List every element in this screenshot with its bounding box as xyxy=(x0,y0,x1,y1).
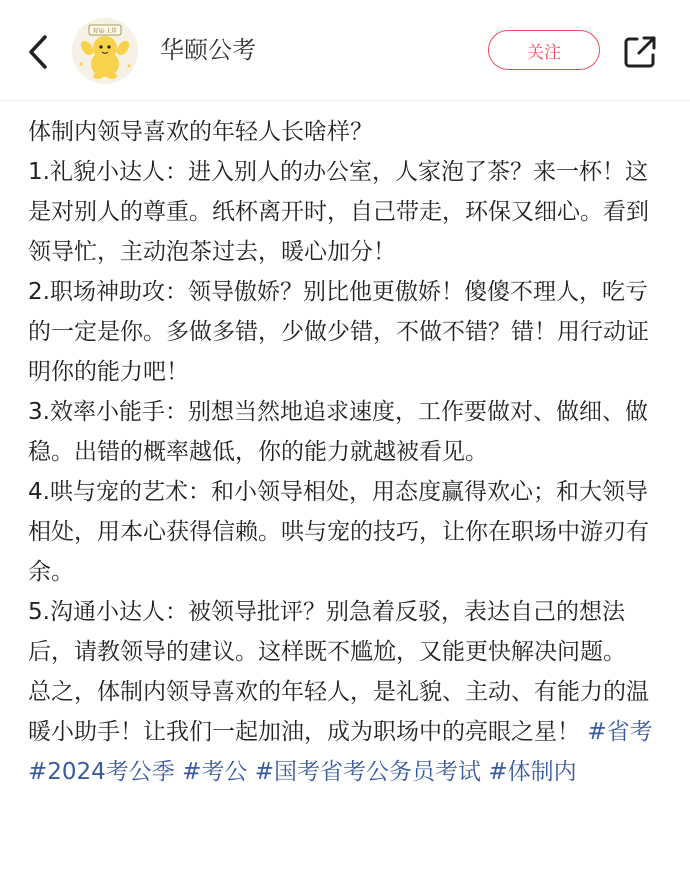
hashtag[interactable]: #考公 xyxy=(182,759,248,785)
back-button[interactable] xyxy=(20,30,56,74)
share-icon xyxy=(622,34,658,70)
post-paragraph-1: 1.礼貌小达人：进入别人的办公室，人家泡了茶？来一杯！这是对别人的尊重。纸杯离开时，自己带走，环保又细心。看到领导忙，主动泡茶过去，暖心加分！ xyxy=(28,159,649,265)
closing-text: 总之，体制内领导喜欢的年轻人，是礼貌、主动、有能力的温暖小助手！让我们一起加油，成为职场中的亮眼之星！ xyxy=(28,679,649,745)
hashtag[interactable]: #体制内 xyxy=(488,759,577,785)
chevron-left-icon xyxy=(27,34,49,70)
share-button[interactable] xyxy=(622,34,658,70)
top-bar xyxy=(0,0,690,101)
author-avatar[interactable] xyxy=(72,18,138,84)
hashtag[interactable]: #2024考公季 xyxy=(28,759,175,785)
hashtag[interactable]: #国考省考公务员考试 xyxy=(254,759,481,785)
post-paragraph-2: 2.职场神助攻：领导傲娇？别比他更傲娇！傻傻不理人，吃亏的一定是你。多做多错，少做少错，不做不错？错！用行动证明你的能力吧！ xyxy=(28,279,649,385)
post-body xyxy=(28,112,668,792)
author-name[interactable]: 华颐公考 xyxy=(160,36,256,64)
post-paragraph-3: 3.效率小能手：别想当然地追求速度，工作要做对、做细、做稳。出错的概率越低，你的能力就越被看见。 xyxy=(28,399,648,465)
follow-button[interactable]: 关注 xyxy=(488,30,600,70)
post-paragraph-5: 5.沟通小达人：被领导批评？别急着反驳，表达自己的想法后，请教领导的建议。这样既不尴尬，又能更快解决问题。 xyxy=(28,599,626,665)
post-closing xyxy=(28,672,668,792)
hashtag[interactable]: #省考 xyxy=(587,719,653,745)
post-title: 体制内领导喜欢的年轻人长啥样？ xyxy=(28,119,373,145)
mascot-icon xyxy=(72,18,138,84)
avatar-sign-text: 好运·上岸 xyxy=(93,28,117,35)
post-paragraph-4: 4.哄与宠的艺术：和小领导相处，用态度赢得欢心；和大领导相处，用本心获得信赖。哄与宠的技巧，让你在职场中游刃有余。 xyxy=(28,479,649,585)
